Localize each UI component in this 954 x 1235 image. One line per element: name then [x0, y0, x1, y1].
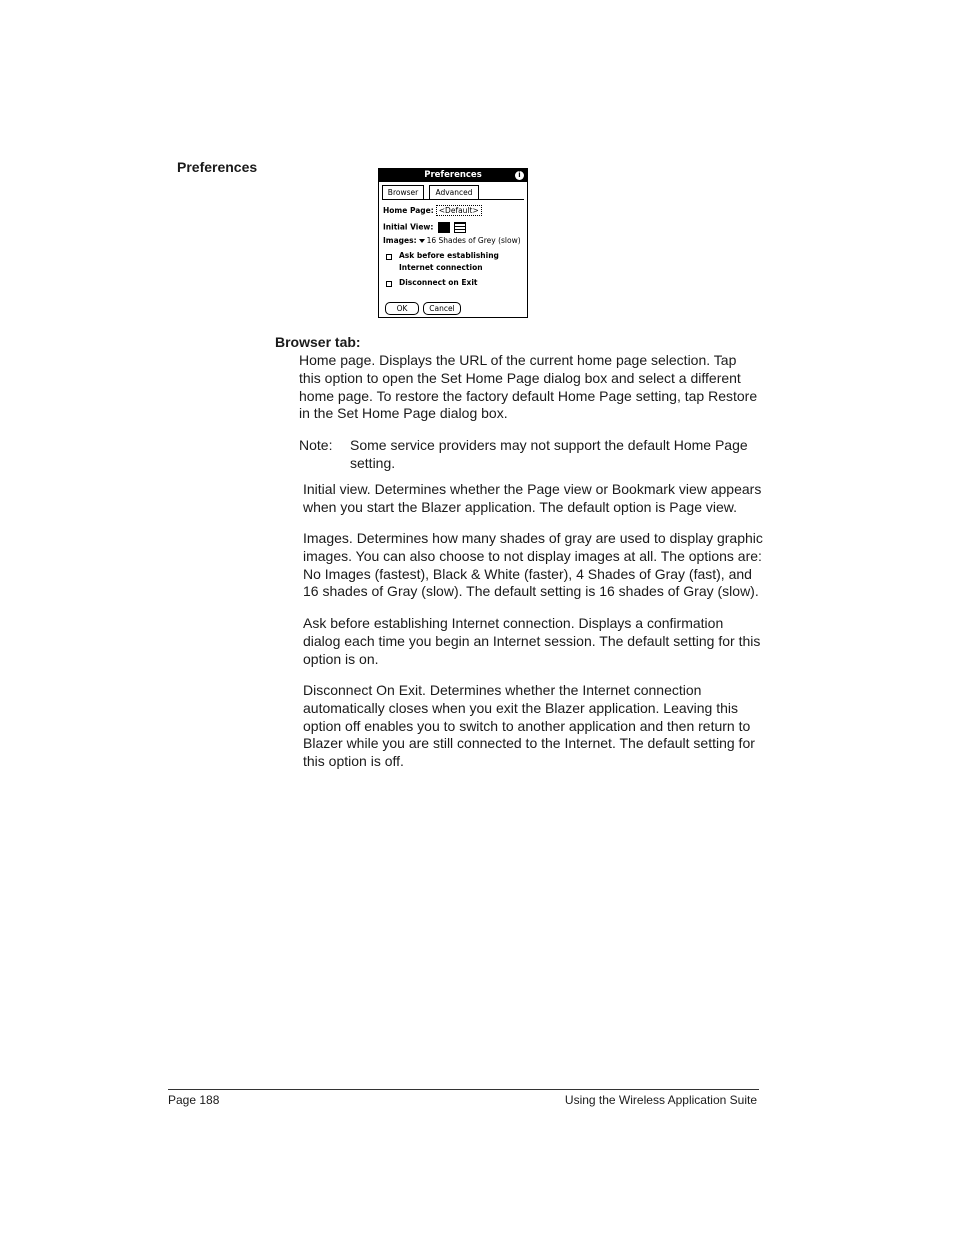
dropdown-arrow-icon	[419, 239, 425, 243]
ask-description: Ask before establishing Internet connection. Displays a confirmation dialog each time you begin an Internet session. The default setting for this option is on.	[303, 615, 761, 667]
images-row	[383, 236, 521, 245]
dialog-title: Preferences	[379, 169, 527, 182]
page-view-icon	[438, 222, 450, 233]
note-label: Note:	[299, 437, 333, 453]
ok-button: OK	[385, 302, 419, 315]
cancel-button: Cancel	[423, 302, 461, 315]
disconnect-description: Disconnect On Exit. Determines whether the Internet connection automatically closes when you exit the Blazer application. Leaving this option off enables you to switch to another application and then return to Blazer while you are still connected to the Internet. The default setting for this option is off.	[303, 682, 755, 770]
ask-label-line2: Internet connection	[399, 263, 483, 272]
footer-divider	[168, 1089, 759, 1090]
tab-browser: Browser	[382, 185, 424, 199]
disconnect-label: Disconnect on Exit	[399, 278, 478, 287]
images-label: Images:	[383, 236, 417, 245]
disconnect-checkbox	[386, 281, 392, 287]
initial-view-label: Initial View:	[383, 222, 434, 232]
home-page-value: <Default>	[436, 205, 482, 216]
tab-advanced: Advanced	[429, 185, 479, 199]
footer-title: Using the Wireless Application Suite	[564, 1093, 757, 1107]
bookmark-view-icon	[454, 222, 466, 233]
initial-view-description: Initial view. Determines whether the Page view or Bookmark view appears when you start the Blazer application. The default option is Page view.	[303, 481, 762, 515]
images-value: 16 Shades of Grey (slow)	[426, 236, 521, 245]
page-number: Page 188	[168, 1093, 220, 1107]
preferences-dialog-screenshot	[378, 168, 528, 318]
home-page-description: Home page. Displays the URL of the current home page selection. Tap this option to open the Set Home Page dialog box and select a different home page. To restore the factory default Home Page setting, tap Restore in the Set Home Page dialog box.	[299, 352, 758, 422]
home-page-label: Home Page:	[383, 206, 434, 215]
note-text: Some service providers may not support the default Home Page setting.	[350, 437, 748, 471]
browser-tab-heading: Browser tab:	[275, 334, 361, 350]
ask-label-line1: Ask before establishing	[399, 251, 499, 260]
tab-divider	[382, 199, 524, 200]
home-page-row	[383, 205, 482, 216]
ask-checkbox	[386, 254, 392, 260]
initial-view-row	[383, 222, 466, 233]
images-description: Images. Determines how many shades of gray are used to display graphic images. You can also choose to not display images at all. The options are: No Images (fastest), Black & White (faster), 4 Shades of Gray (fast), and 16 shades of Gray (slow). The default setting is 16 shades of Gray (slow).	[303, 530, 763, 600]
info-icon: i	[515, 171, 524, 180]
section-title: Preferences	[177, 159, 258, 175]
